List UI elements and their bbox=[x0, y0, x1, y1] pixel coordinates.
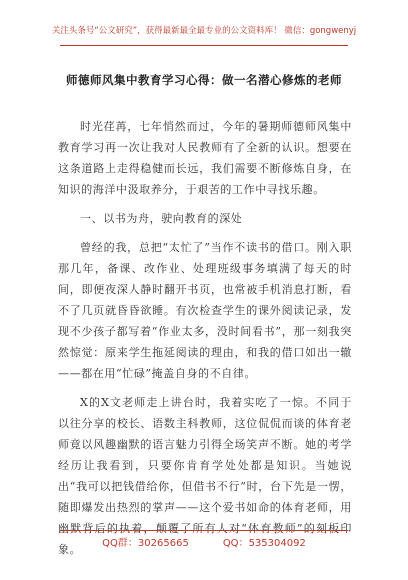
section-heading: 一、以书为舟，驶向教育的深处 bbox=[80, 212, 243, 225]
page-title: 师德师风集中教育学习心得：做一名潜心修炼的老师 bbox=[66, 73, 342, 87]
qq-group-label: QQ群： bbox=[102, 538, 138, 549]
paragraph-pe-teacher: X的X文老师走上讲台时，我着实吃了一惊。不同于以往分享的校长、语数主科教师，这位侃侃而谈的体育老师竟以风趣幽默的语言魅力引得全场笑声不断。她的考学经历让我看到，只要你肯育学处处都是知识。当她说出“我可以把钱借给你，但借书不行”时，台下先是一愣，随即爆发出热烈的掌声——这个爱书如命的体育老师，用幽默背后的执着，颠覆了所有人对“体育教师”的刻板印象。 bbox=[58, 396, 352, 556]
qq-number: 535304092 bbox=[248, 538, 306, 549]
top-banner: 关注头条号“公文研究”，获得最新最全最专业的公文资料库！ 微信：gongwenyj bbox=[51, 26, 357, 36]
paragraph-intro: 时光荏苒，七年悄然而过，今年的暑期师德师风集中教育学习再一次让我对人民教师有了全新的认识。想要在这条道路上走得稳健而长远，我们需要不断修炼自身，在知识的海洋中汲取养分，于艰苦的工作中寻找乐趣。 bbox=[58, 120, 352, 196]
footer-contact bbox=[0, 534, 408, 549]
qq-label: QQ： bbox=[222, 538, 249, 549]
qq-group-number: 30265665 bbox=[137, 538, 189, 549]
paragraph-reading-habit: 曾经的我，总把“太忙了”当作不读书的借口。刚入职那几年，备课、改作业、处理班级事务填满了每天的时间，即便夜深人静时翻开书页，也常被手机消息打断，看不了几页就昏昏欲睡。有次检查学生的课外阅读记录，发现不少孩子都写着“作业太多，没时间看书”，那一刻我突然惊觉：原来学生拖延阅读的理由，和我的借口如出一辙——都在用“忙碌”掩盖自身的不自律。 bbox=[58, 241, 352, 380]
top-divider bbox=[60, 45, 348, 46]
body-text bbox=[58, 116, 352, 568]
bottom-divider bbox=[60, 530, 348, 531]
